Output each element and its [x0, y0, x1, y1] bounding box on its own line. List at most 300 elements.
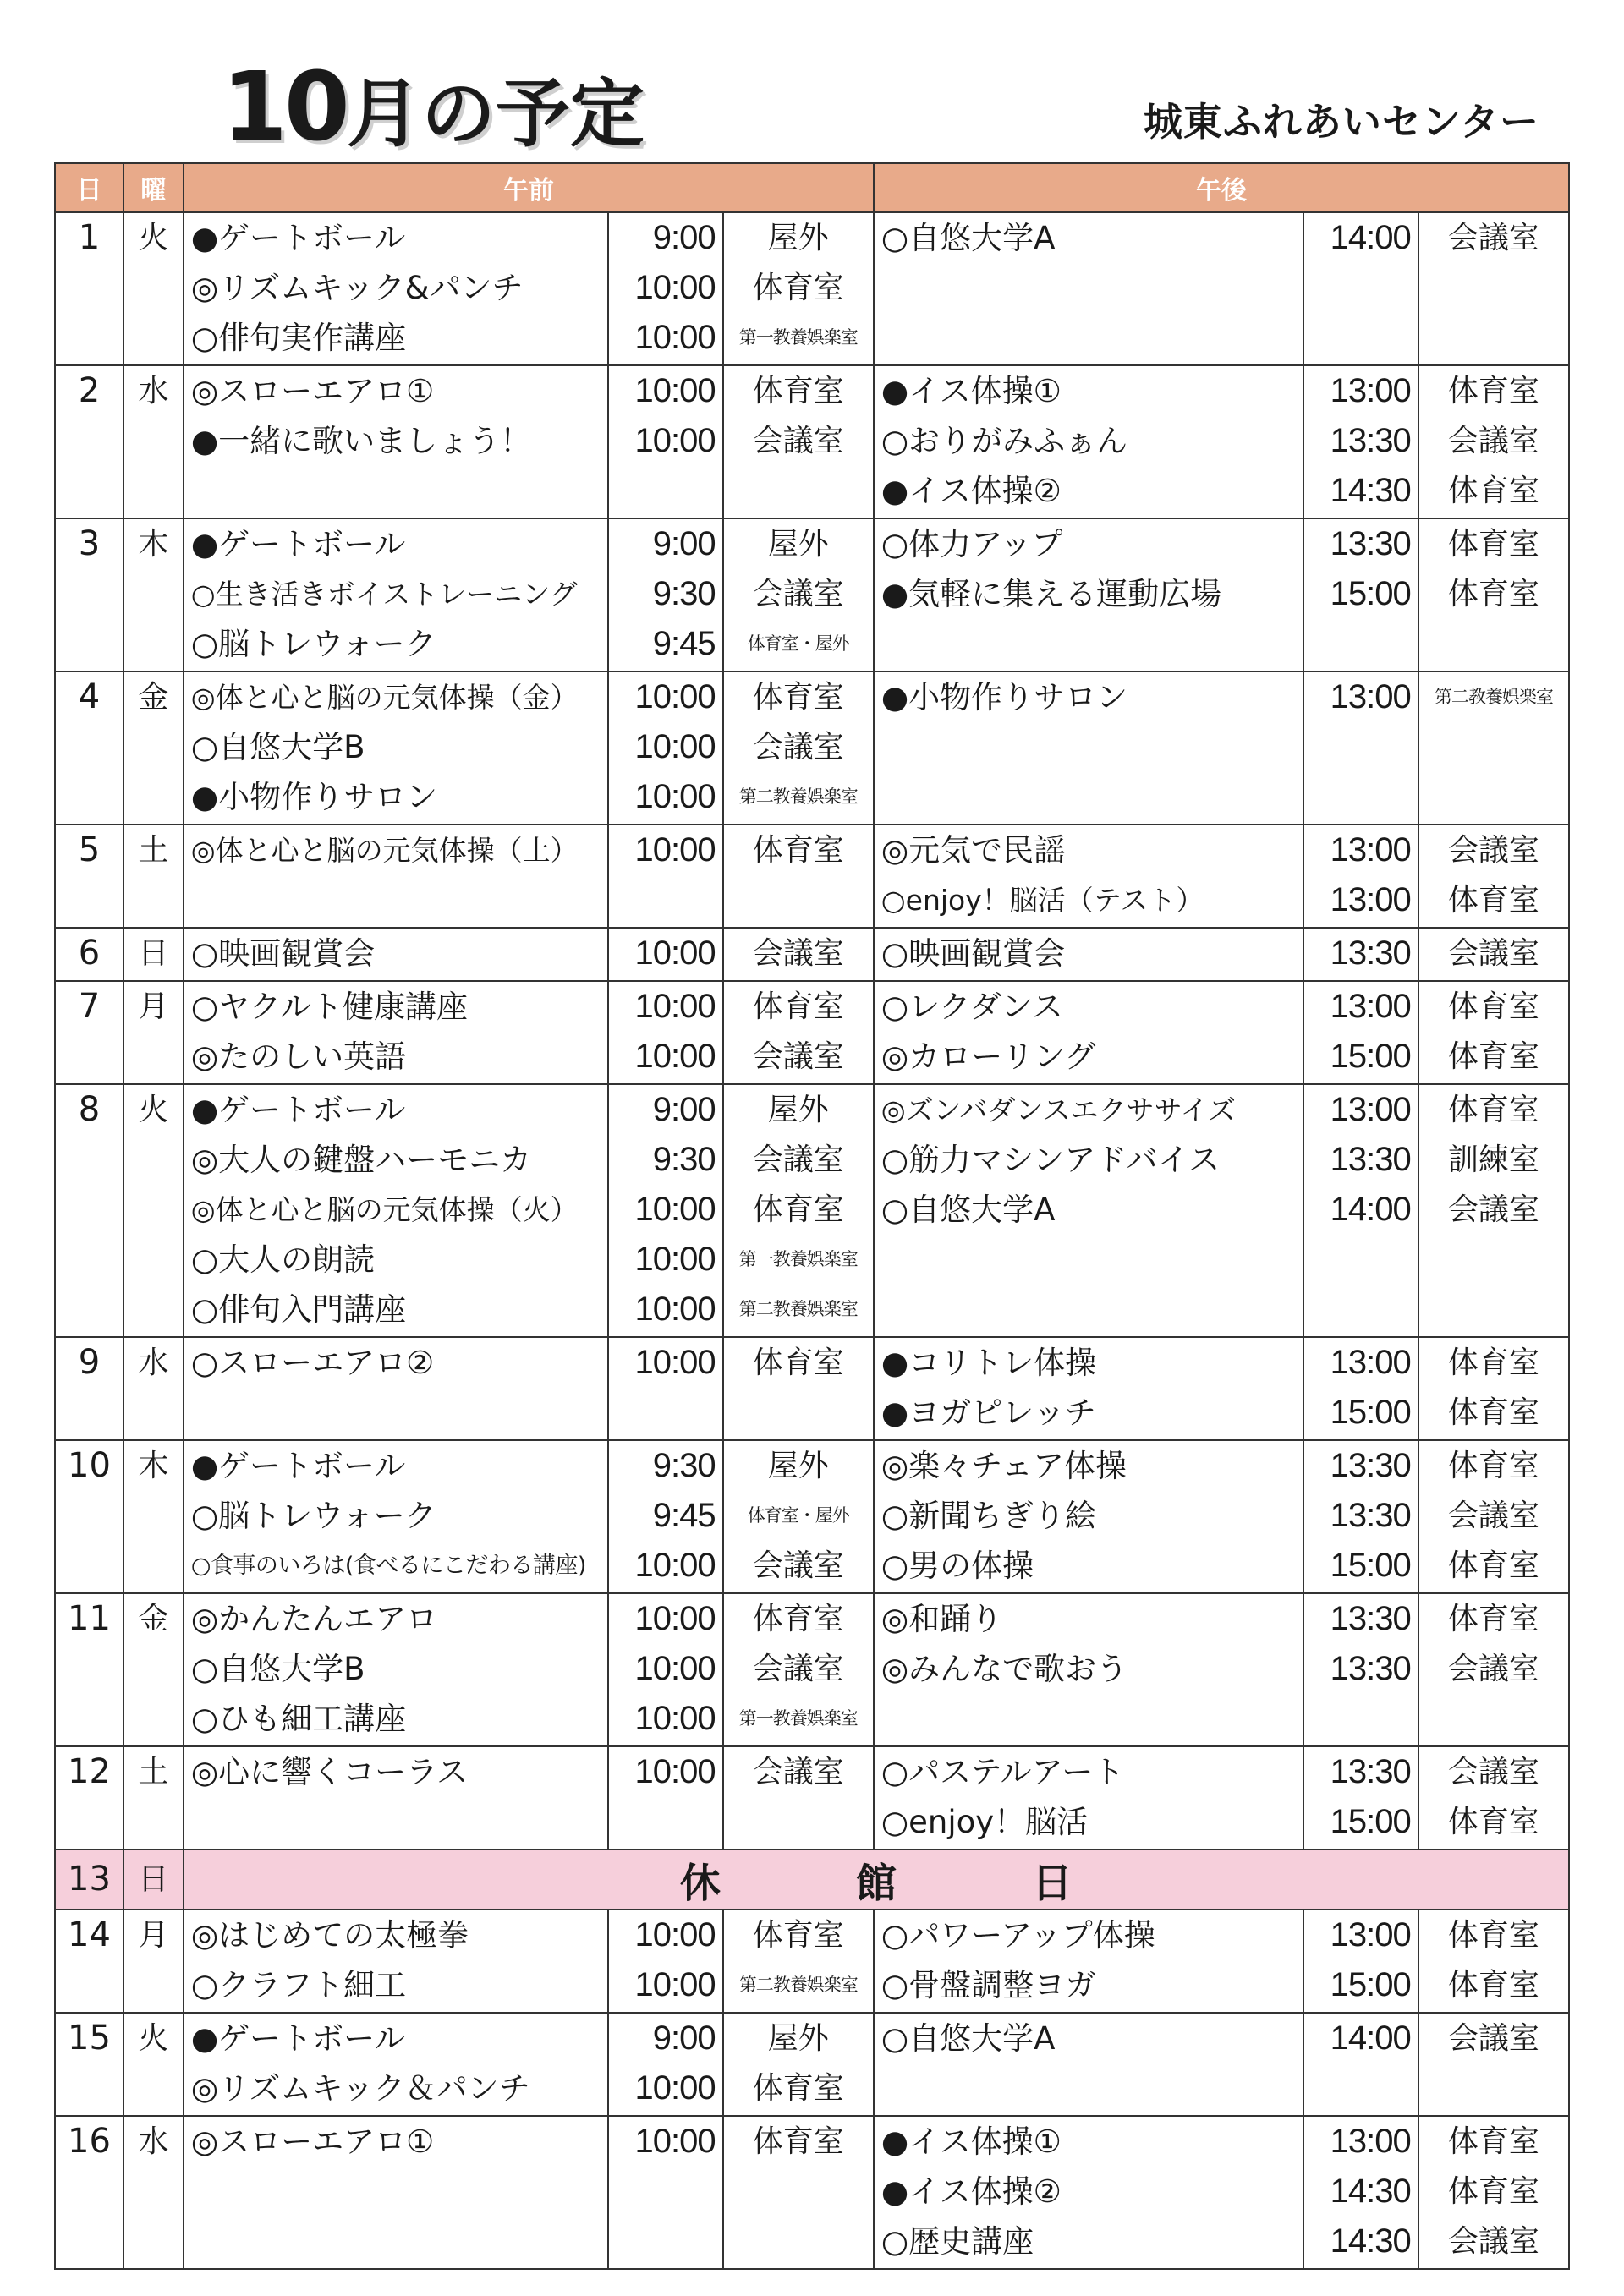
program-name: ●イス体操② [881, 473, 1062, 509]
day-dow [123, 1910, 184, 2013]
program-time: 13:30 [1330, 1141, 1411, 1178]
day-dow [123, 981, 184, 1084]
program-room: 会議室 [1447, 221, 1539, 255]
program-room: 会議室 [752, 936, 844, 971]
day-dow [123, 1746, 184, 1849]
day-dow [123, 825, 184, 928]
program-room: 会議室 [1447, 1192, 1539, 1227]
program-time: 10:00 [634, 1547, 716, 1584]
program-time: 13:00 [1330, 1344, 1411, 1381]
program-time: 14:30 [1330, 2222, 1411, 2260]
program-room: 体育室 [1447, 1093, 1539, 1127]
program-name: ○自悠大学A [881, 1192, 1056, 1228]
day-row [55, 825, 1569, 928]
program-room: 体育室 [752, 833, 844, 868]
program-room: 会議室 [1447, 936, 1539, 971]
am-time-cell [608, 365, 723, 518]
day-date-text: 12 [68, 1752, 111, 1791]
day-dow-text: 日 [138, 936, 169, 971]
program-name: ◎はじめての太極拳 [190, 1917, 469, 1954]
pm-room-cell [1418, 518, 1569, 671]
am-room-cell [723, 365, 874, 518]
program-room: 体育室 [752, 2071, 844, 2106]
pm-time-cell [1303, 1084, 1418, 1337]
pm-program-cell [874, 2013, 1303, 2116]
day-dow [123, 365, 184, 518]
program-time: 9:00 [652, 1091, 716, 1128]
program-time: 15:00 [1330, 1394, 1411, 1431]
program-name: ○自悠大学A [881, 2020, 1056, 2057]
program-time: 13:00 [1330, 881, 1411, 918]
program-room: 体育室 [1447, 1968, 1539, 2003]
am-time-cell [608, 1910, 723, 2013]
am-program-cell [184, 2013, 608, 2116]
program-name: ●イス体操① [881, 373, 1062, 409]
day-row [55, 928, 1569, 981]
program-time: 14:30 [1330, 472, 1411, 509]
program-room: 体育室 [1447, 527, 1539, 562]
pm-time-cell [1303, 2116, 1418, 2269]
program-room: 屋外 [767, 2021, 829, 2056]
day-date-text: 9 [78, 1343, 101, 1382]
am-room-cell [723, 1337, 874, 1440]
pm-time-cell [1303, 1910, 1418, 2013]
program-time: 9:30 [652, 1447, 716, 1484]
day-date-text: 11 [68, 1599, 111, 1638]
day-date [55, 212, 123, 365]
am-room-cell [723, 1084, 874, 1337]
program-name: ◎スローエアロ① [190, 2123, 435, 2160]
pm-room-cell [1418, 928, 1569, 981]
day-dow [123, 1593, 184, 1746]
day-date [55, 928, 123, 981]
day-date [55, 1440, 123, 1593]
pm-time-cell [1303, 1746, 1418, 1849]
program-name: ◎和踊り [881, 1601, 1003, 1637]
program-name: ◎たのしい英語 [190, 1038, 407, 1075]
program-room: 体育室 [1447, 1345, 1539, 1380]
pm-room-cell [1418, 825, 1569, 928]
day-date-text: 5 [78, 830, 101, 869]
day-date-text: 10 [68, 1446, 111, 1485]
pm-room-cell [1418, 365, 1569, 518]
program-time: 10:00 [634, 422, 716, 459]
program-name: ◎みんなで歌おう [881, 1651, 1128, 1687]
program-room: 体育室 [1447, 2124, 1539, 2159]
pm-room-cell [1418, 671, 1569, 825]
day-date-text: 4 [78, 677, 101, 716]
program-time: 14:00 [1330, 2019, 1411, 2057]
day-dow-text: 火 [138, 221, 169, 255]
am-room-cell [723, 1910, 874, 2013]
pm-time-cell [1303, 1593, 1418, 1746]
program-time: 13:00 [1330, 1091, 1411, 1128]
pm-room-cell [1418, 1440, 1569, 1593]
program-time: 10:00 [634, 988, 716, 1025]
day-date-text: 14 [68, 1915, 111, 1954]
program-name: ○自悠大学A [881, 220, 1056, 256]
program-name: ●コリトレ体操 [881, 1345, 1097, 1381]
day-dow-text: 水 [138, 1345, 169, 1380]
program-time: 14:00 [1330, 219, 1411, 256]
day-date [55, 1746, 123, 1849]
program-name: ◎スローエアロ① [190, 373, 435, 409]
program-name: ●気軽に集える運動広場 [881, 576, 1222, 612]
day-date-text: 16 [68, 2122, 111, 2161]
pm-room-cell [1418, 2013, 1569, 2116]
day-row [55, 1084, 1569, 1337]
program-time: 10:00 [634, 1290, 716, 1328]
day-dow-text: 木 [138, 1449, 169, 1483]
day-date-text: 1 [78, 218, 101, 257]
title-month-number: 10 [222, 52, 347, 162]
table-header-row [55, 163, 1569, 212]
program-room: 第二教養娯楽室 [738, 786, 858, 807]
am-program-cell [184, 825, 608, 928]
program-time: 13:30 [1330, 1447, 1411, 1484]
program-name: ●イス体操② [881, 2173, 1062, 2210]
day-dow [123, 1337, 184, 1440]
day-date-text: 8 [78, 1090, 101, 1129]
program-name: ●ゲートボール [190, 1092, 406, 1128]
pm-time-cell [1303, 825, 1418, 928]
day-dow [123, 2013, 184, 2116]
am-time-cell [608, 518, 723, 671]
program-room: 第一教養娯楽室 [738, 1708, 858, 1729]
program-room: 会議室 [1447, 833, 1539, 868]
program-name: ○新聞ちぎり絵 [881, 1498, 1097, 1534]
program-name: ○ひも細工講座 [190, 1701, 407, 1737]
program-time: 13:00 [1330, 2123, 1411, 2160]
am-time-cell [608, 2013, 723, 2116]
program-name: ●ゲートボール [190, 2020, 406, 2057]
am-room-cell [723, 981, 874, 1084]
am-time-cell [608, 671, 723, 825]
program-name: ○俳句入門講座 [190, 1291, 407, 1328]
program-name: ◎元気で民謡 [881, 832, 1066, 869]
day-row [55, 1849, 1569, 1910]
program-time: 10:00 [634, 372, 716, 409]
pm-program-cell [874, 518, 1303, 671]
pm-program-cell [874, 981, 1303, 1084]
am-program-cell [184, 1084, 608, 1337]
program-name: ○映画観賞会 [881, 935, 1066, 972]
day-row [55, 671, 1569, 825]
program-room: 第二教養娯楽室 [1434, 687, 1553, 707]
program-name: ○脳トレウォーク [190, 626, 436, 662]
program-time: 10:00 [634, 1650, 716, 1687]
program-name: ○脳トレウォーク [190, 1498, 436, 1534]
program-name: ○おりがみふぁん [881, 423, 1128, 459]
day-date-text: 13 [68, 1860, 111, 1899]
page-title [222, 52, 645, 179]
program-time: 10:00 [634, 2123, 716, 2160]
program-room: 体育室 [752, 989, 844, 1024]
am-room-cell [723, 928, 874, 981]
program-room: 体育室 [1447, 1805, 1539, 1839]
program-time: 10:00 [634, 1753, 716, 1790]
program-time: 13:00 [1330, 831, 1411, 869]
pm-room-cell [1418, 1910, 1569, 2013]
am-time-cell [608, 1593, 723, 1746]
program-time: 10:00 [634, 269, 716, 306]
day-date-text: 3 [78, 524, 101, 563]
program-room: 体育室 [1447, 2174, 1539, 2209]
program-room: 会議室 [752, 1548, 844, 1583]
pm-room-cell [1418, 212, 1569, 365]
day-dow-text: 月 [138, 1918, 169, 1953]
pm-room-cell [1418, 1593, 1569, 1746]
program-time: 15:00 [1330, 575, 1411, 612]
day-row [55, 1746, 1569, 1849]
day-date [55, 1337, 123, 1440]
program-name: ◎かんたんエアロ [190, 1601, 438, 1637]
pm-program-cell [874, 671, 1303, 825]
schedule-body [55, 212, 1569, 2269]
program-time: 15:00 [1330, 1803, 1411, 1840]
am-room-cell [723, 2013, 874, 2116]
program-name: ●小物作りサロン [881, 679, 1128, 715]
day-date [55, 2116, 123, 2269]
program-time: 9:00 [652, 219, 716, 256]
am-time-cell [608, 825, 723, 928]
am-program-cell [184, 1337, 608, 1440]
program-room: 体育室 [752, 271, 844, 305]
pm-time-cell [1303, 671, 1418, 825]
am-room-cell [723, 671, 874, 825]
program-room: 会議室 [752, 1652, 844, 1686]
program-time: 13:30 [1330, 525, 1411, 562]
am-time-cell [608, 2116, 723, 2269]
program-room: 屋外 [767, 527, 829, 562]
am-program-cell [184, 518, 608, 671]
program-name: ○食事のいろは(食べるにこだわる講座) [190, 1553, 586, 1579]
program-time: 13:30 [1330, 1497, 1411, 1534]
day-dow-text: 土 [138, 833, 169, 868]
program-time: 13:00 [1330, 372, 1411, 409]
am-room-cell [723, 825, 874, 928]
pm-program-cell [874, 1593, 1303, 1746]
program-room: 会議室 [1447, 2224, 1539, 2259]
am-room-cell [723, 212, 874, 365]
am-time-cell [608, 1746, 723, 1849]
am-program-cell [184, 671, 608, 825]
program-name: ○大人の朗読 [190, 1241, 376, 1278]
program-name: ○ヤクルト健康講座 [190, 989, 469, 1025]
program-name: ◎大人の鍵盤ハーモニカ [190, 1142, 532, 1178]
am-program-cell [184, 1746, 608, 1849]
program-room: 体育室 [752, 1918, 844, 1953]
day-dow [123, 1849, 184, 1910]
program-name: ◎リズムキック＆パンチ [190, 2070, 530, 2107]
am-time-cell [608, 1084, 723, 1337]
pm-program-cell [874, 928, 1303, 981]
program-time: 15:00 [1330, 1966, 1411, 2003]
pm-time-cell [1303, 928, 1418, 981]
day-dow-text: 日 [138, 1862, 169, 1897]
program-room: 体育室 [1447, 1548, 1539, 1583]
day-dow-text: 火 [138, 2021, 169, 2056]
day-dow-text: 木 [138, 527, 169, 562]
program-room: 体育室 [1447, 577, 1539, 611]
program-room: 体育室 [752, 1602, 844, 1636]
program-name: ○生き活きボイストレーニング [190, 578, 578, 611]
day-date-text: 2 [78, 371, 101, 410]
program-room: 体育室 [752, 1345, 844, 1380]
program-time: 15:00 [1330, 1038, 1411, 1075]
program-name: ●ヨガピレッチ [881, 1395, 1096, 1431]
am-program-cell [184, 212, 608, 365]
pm-program-cell [874, 1084, 1303, 1337]
pm-room-cell [1418, 1084, 1569, 1337]
program-room: 第二教養娯楽室 [738, 1299, 858, 1319]
program-room: 体育室 [1447, 374, 1539, 408]
program-name: ○男の体操 [881, 1548, 1034, 1584]
program-name: ○レクダンス [881, 989, 1063, 1025]
program-room: 体育室 [752, 1192, 844, 1227]
pm-time-cell [1303, 1440, 1418, 1593]
am-room-cell [723, 518, 874, 671]
am-program-cell [184, 1910, 608, 2013]
program-time: 10:00 [634, 1038, 716, 1075]
program-time: 9:00 [652, 525, 716, 562]
program-room: 第一教養娯楽室 [738, 327, 858, 348]
program-time: 13:30 [1330, 1600, 1411, 1637]
program-room: 体育室 [1447, 989, 1539, 1024]
am-program-cell [184, 928, 608, 981]
am-program-cell [184, 1593, 608, 1746]
day-row [55, 518, 1569, 671]
program-name: ●ゲートボール [190, 220, 406, 256]
program-time: 9:00 [652, 2019, 716, 2057]
program-name: ◎リズムキック&パンチ [190, 270, 524, 306]
program-time: 14:00 [1330, 1191, 1411, 1228]
program-name: ○俳句実作講座 [190, 320, 407, 356]
program-room: 屋外 [767, 1449, 829, 1483]
program-name: ○パワーアップ体操 [881, 1917, 1155, 1954]
day-date [55, 1593, 123, 1746]
am-room-cell [723, 1440, 874, 1593]
pm-time-cell [1303, 1337, 1418, 1440]
program-room: 会議室 [1447, 2021, 1539, 2056]
program-time: 9:45 [652, 1497, 716, 1534]
program-room: 会議室 [1447, 1652, 1539, 1686]
pm-time-cell [1303, 2013, 1418, 2116]
header-date: 日 [55, 163, 123, 212]
pm-room-cell [1418, 1746, 1569, 1849]
program-time: 10:00 [634, 1344, 716, 1381]
day-date [55, 981, 123, 1084]
program-time: 10:00 [634, 1241, 716, 1278]
am-program-cell [184, 365, 608, 518]
program-name: ●イス体操① [881, 2123, 1062, 2160]
program-time: 10:00 [634, 678, 716, 715]
program-name: ○enjoy！脳活（テスト） [881, 884, 1204, 917]
day-dow-text: 月 [138, 989, 169, 1024]
program-name: ◎ズンバダンスエクササイズ [881, 1093, 1237, 1126]
day-row [55, 1440, 1569, 1593]
program-time: 13:30 [1330, 934, 1411, 972]
pm-program-cell [874, 365, 1303, 518]
program-room: 第一教養娯楽室 [738, 1249, 858, 1269]
pm-program-cell [874, 2116, 1303, 2269]
am-program-cell [184, 981, 608, 1084]
program-room: 体育室 [1447, 1449, 1539, 1483]
program-room: 体育室 [752, 374, 844, 408]
program-room: 屋外 [767, 1093, 829, 1127]
am-time-cell [608, 212, 723, 365]
program-room: 屋外 [767, 221, 829, 255]
program-room: 体育室 [1447, 1039, 1539, 1074]
pm-time-cell [1303, 518, 1418, 671]
program-time: 15:00 [1330, 1547, 1411, 1584]
program-room: 会議室 [752, 424, 844, 458]
day-dow-text: 水 [138, 2124, 169, 2159]
program-name: ◎体と心と脳の元気体操（火） [190, 1193, 579, 1226]
program-name: ○自悠大学B [190, 1651, 365, 1687]
program-name: ◎楽々チェア体操 [881, 1448, 1127, 1484]
program-name: ●ゲートボール [190, 526, 406, 562]
program-time: 10:00 [634, 1191, 716, 1228]
day-row [55, 2116, 1569, 2269]
program-name: ○パステルアート [881, 1754, 1125, 1790]
day-dow-text: 水 [138, 374, 169, 408]
program-name: ●小物作りサロン [190, 779, 438, 815]
program-time: 13:00 [1330, 988, 1411, 1025]
program-time: 10:00 [634, 1916, 716, 1954]
day-row [55, 2013, 1569, 2116]
pm-time-cell [1303, 212, 1418, 365]
program-name: ●一緒に歌いましょう！ [190, 423, 532, 459]
center-name: 城東ふれあいセンター [1143, 99, 1539, 145]
day-dow-text: 金 [138, 680, 169, 715]
program-time: 10:00 [634, 778, 716, 815]
schedule-table [54, 162, 1570, 2270]
day-dow-text: 火 [138, 1093, 169, 1127]
program-room: 体育室 [1447, 474, 1539, 508]
day-date-text: 15 [68, 2019, 111, 2058]
program-room: 体育室・屋外 [747, 633, 849, 654]
program-room: 体育室 [1447, 1395, 1539, 1430]
program-room: 会議室 [752, 577, 844, 611]
program-time: 14:30 [1330, 2173, 1411, 2210]
pm-program-cell [874, 1910, 1303, 2013]
header-am: 午前 [184, 163, 874, 212]
am-room-cell [723, 1746, 874, 1849]
pm-time-cell [1303, 981, 1418, 1084]
day-date [55, 1084, 123, 1337]
program-name: ○自悠大学B [190, 729, 365, 765]
program-room: 会議室 [1447, 424, 1539, 458]
am-room-cell [723, 1593, 874, 1746]
program-time: 10:00 [634, 1600, 716, 1637]
program-room: 会議室 [752, 1143, 844, 1177]
day-dow [123, 2116, 184, 2269]
day-date [55, 365, 123, 518]
program-room: 体育室 [1447, 1602, 1539, 1636]
program-name: ◎カローリング [881, 1038, 1096, 1075]
day-date [55, 825, 123, 928]
program-name: ○スローエアロ② [190, 1345, 435, 1381]
program-time: 10:00 [634, 1700, 716, 1737]
title-text: 月の予定 [346, 70, 645, 157]
program-time: 9:30 [652, 1141, 716, 1178]
day-dow [123, 518, 184, 671]
program-time: 10:00 [634, 319, 716, 356]
day-date [55, 2013, 123, 2116]
program-room: 体育室 [752, 2124, 844, 2159]
program-time: 9:30 [652, 575, 716, 612]
